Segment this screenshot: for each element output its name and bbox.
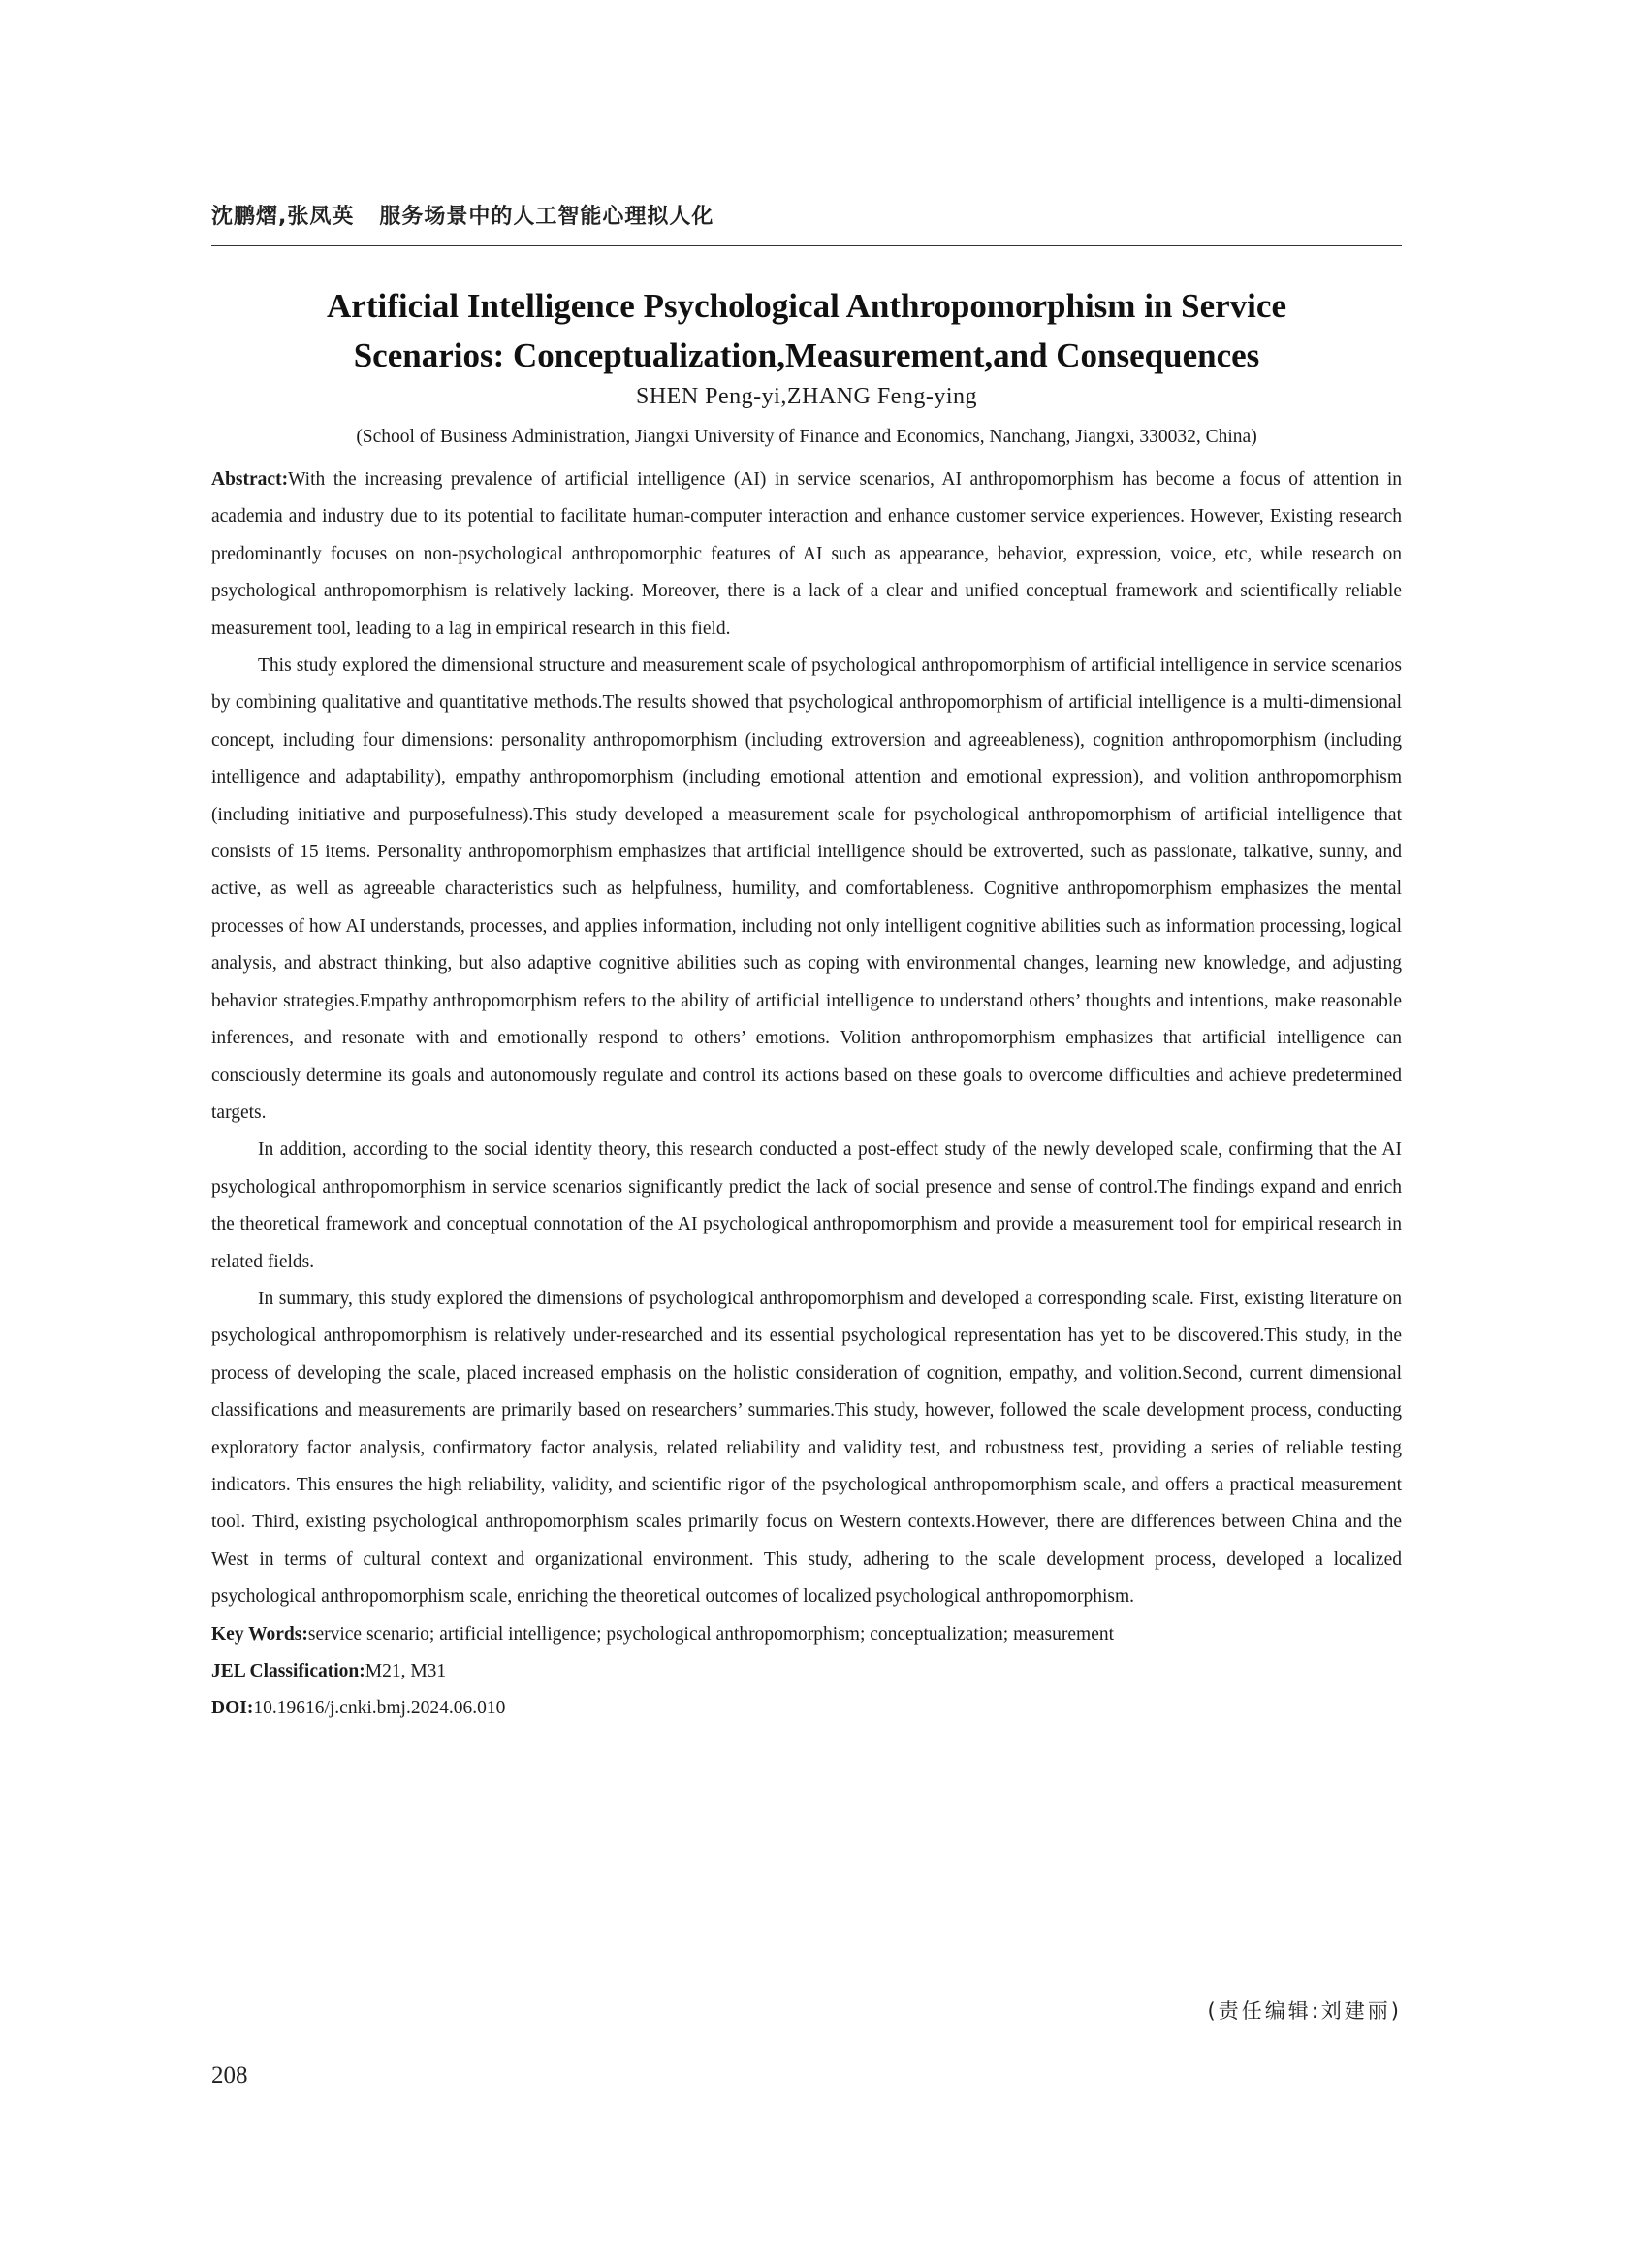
paper-title-line: Artificial Intelligence Psychological Anthropomorphism in Service <box>327 287 1286 325</box>
doi-value: 10.19616/j.cnki.bmj.2024.06.010 <box>253 1698 506 1719</box>
keywords-line <box>211 1616 1402 1653</box>
header-rule <box>211 245 1402 246</box>
author-affiliation: (School of Business Administration, Jiangxi University of Finance and Economics, Nanchang, Jiangxi, 330032, China) <box>356 427 1257 447</box>
editor-note: (责任编辑:刘建丽) <box>1207 1999 1402 2023</box>
abstract-paragraph: This study explored the dimensional structure and measurement scale of psychological anthropomorphism of artificial intelligence in service scenarios by combining qualitative and quantitative methods.The results showed that psychological anthropomorphism of artificial intelligence is a multi-dimensional concept, including four dimensions: personality anthropomorphism (including extroversion and agreeableness), cognition anthropomorphism (including intelligence and adaptability), empathy anthropomorphism (including emotional attention and emotional expression), and volition anthropomorphism (including initiative and purposefulness).This study developed a measurement scale for psychological anthropomorphism of artificial intelligence that consists of 15 items. Personality anthropomorphism emphasizes that artificial intelligence should be extroverted, such as passionate, talkative, sunny, and active, as well as agreeable characteristics such as helpfulness, humility, and comfortableness. Cognitive anthropomorphism emphasizes the mental processes of how AI understands, processes, and applies information, including not only intelligent cognitive abilities such as information processing, logical analysis, and abstract thinking, but also adaptive cognitive abilities such as coping with environmental changes, learning new knowledge, and adjusting behavior strategies.Empathy anthropomorphism refers to the ability of artificial intelligence to understand others’ thoughts and intentions, make reasonable inferences, and resonate with and emotionally respond to others’ emotions. Volition anthropomorphism emphasizes that artificial intelligence can consciously determine its goals and autonomously regulate and control its actions based on these goals to overcome difficulties and achieve predetermined targets. <box>211 655 1402 1123</box>
paper-title-line: Scenarios: Conceptualization,Measurement,and Consequences <box>353 336 1260 374</box>
abstract-paragraph <box>211 462 1402 648</box>
running-head-title: 服务场景中的人工智能心理拟人化 <box>379 205 714 229</box>
keywords-value: service scenario; artificial intelligence; psychological anthropomorphism; conceptualization; measurement <box>307 1623 1115 1645</box>
jel-label: JEL Classification: <box>211 1661 365 1681</box>
running-head-authors: 沈鹏熠,张凤英 <box>211 205 355 229</box>
abstract-section <box>211 462 1402 1728</box>
page-number: 208 <box>211 2062 248 2089</box>
abstract-text: With the increasing prevalence of artificial intelligence (AI) in service scenarios, AI anthropomorphism has become a focus of attention in academia and industry due to its potential to facilitate human-computer interaction and enhance customer service experiences. However, Existing research predominantly focuses on non-psychological anthropomorphic features of AI such as appearance, behavior, expression, voice, etc, while research on psychological anthropomorphism is relatively lacking. Moreover, there is a lack of a clear and unified conceptual framework and scientifically reliable measurement tool, leading to a lag in empirical research in this field. <box>211 469 1402 639</box>
keywords-label: Key Words: <box>211 1623 308 1645</box>
jel-line <box>211 1653 1402 1690</box>
author-names: SHEN Peng-yi,ZHANG Feng-ying <box>636 384 977 409</box>
abstract-label: Abstract: <box>211 469 289 490</box>
jel-value: M21, M31 <box>365 1661 447 1681</box>
paper-title <box>211 281 1402 380</box>
running-head <box>211 200 714 230</box>
abstract-paragraph: In addition, according to the social identity theory, this research conducted a post-effect study of the newly developed scale, confirming that the AI psychological anthropomorphism in service scenarios significantly predict the lack of social presence and sense of control.The findings expand and enrich the theoretical framework and conceptual connotation of the AI psychological anthropomorphism and provide a measurement tool for empirical research in related fields. <box>211 1139 1402 1272</box>
doi-label: DOI: <box>211 1698 254 1719</box>
abstract-paragraph: In summary, this study explored the dimensions of psychological anthropomorphism and developed a corresponding scale. First, existing literature on psychological anthropomorphism is relatively under-researched and its essential psychological representation has yet to be discovered.This study, in the process of developing the scale, placed increased emphasis on the holistic consideration of cognition, empathy, and volition.Second, current dimensional classifications and measurements are primarily based on researchers’ summaries.This study, however, followed the scale development process, conducting exploratory factor analysis, confirmatory factor analysis, related reliability and validity test, and robustness test, providing a series of reliable testing indicators. This ensures the high reliability, validity, and scientific rigor of the psychological anthropomorphism scale, and offers a practical measurement tool. Third, existing psychological anthropomorphism scales primarily focus on Western contexts.However, there are differences between China and the West in terms of cultural context and organizational environment. This study, adhering to the scale development process, developed a localized psychological anthropomorphism scale, enriching the theoretical outcomes of localized psychological anthropomorphism. <box>211 1288 1402 1608</box>
doi-line <box>211 1690 1402 1727</box>
